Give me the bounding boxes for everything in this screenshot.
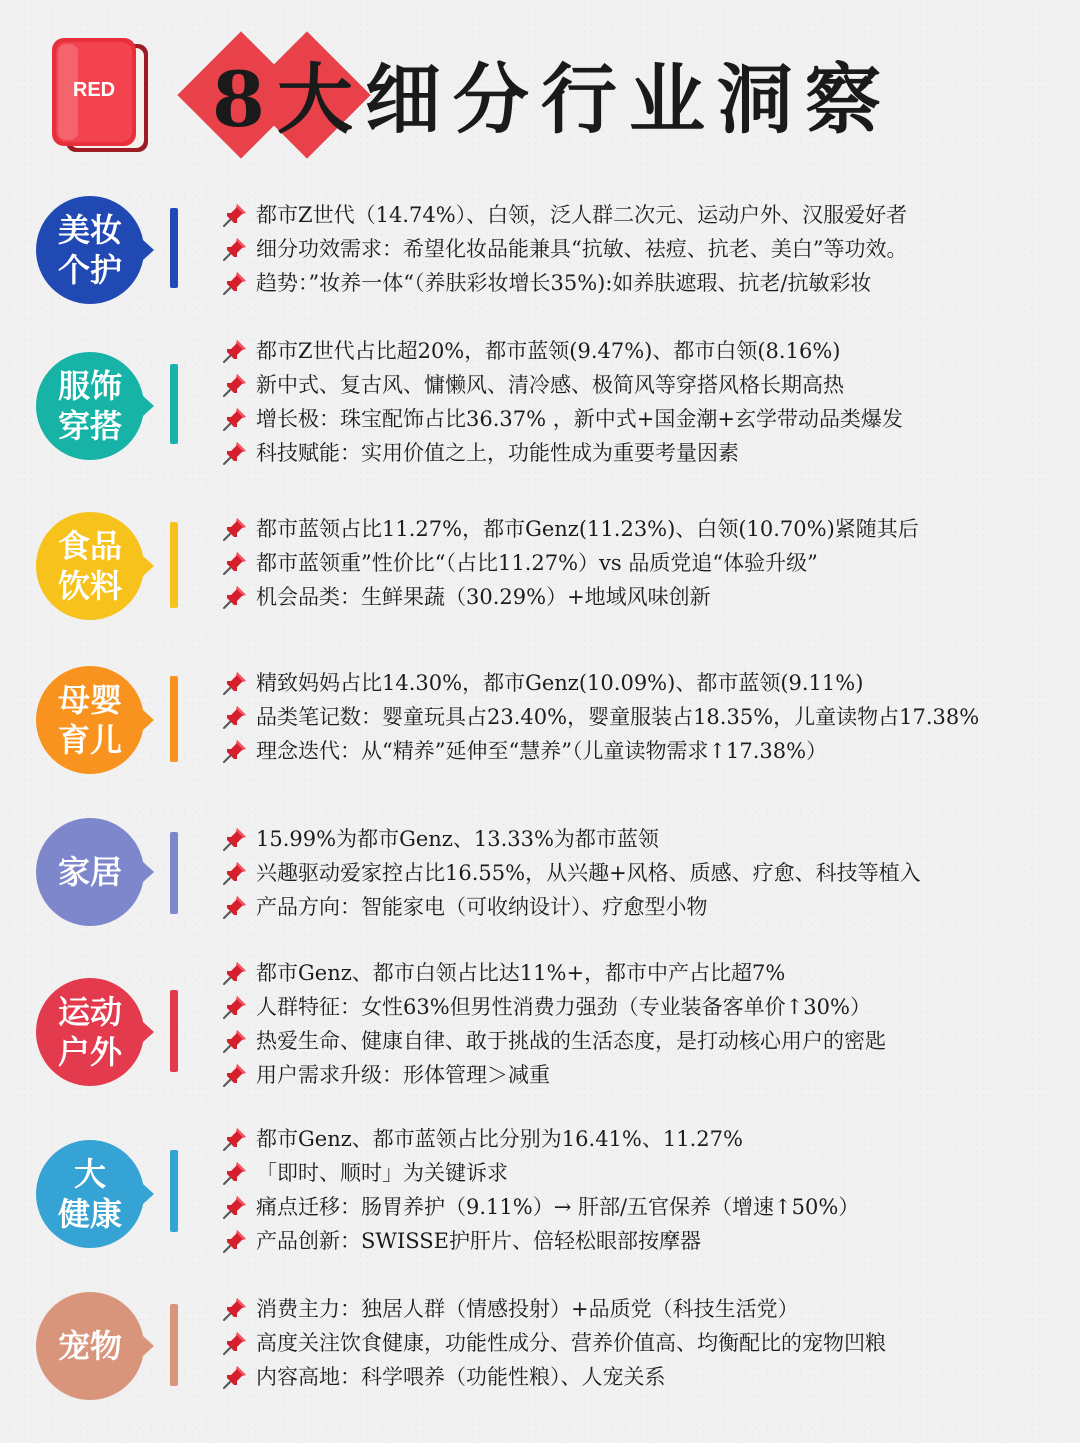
page-title: 8大细分行业洞察 bbox=[212, 55, 893, 144]
section-divider-bar bbox=[170, 208, 178, 288]
bullet-item bbox=[222, 956, 886, 990]
badge-label: 大 bbox=[73, 1155, 106, 1193]
section-divider-bar bbox=[170, 1150, 178, 1232]
badge-label: 家居 bbox=[57, 853, 122, 891]
badge-label: 穿搭 bbox=[57, 407, 122, 445]
section-divider-bar bbox=[170, 522, 178, 608]
pushpin-icon bbox=[222, 738, 248, 764]
pushpin-icon bbox=[222, 1194, 248, 1220]
bullet-item bbox=[222, 512, 919, 546]
bullet-text: 产品方向：智能家电（可收纳设计）、疗愈型小物 bbox=[256, 895, 708, 919]
bullet-item bbox=[222, 700, 979, 734]
pushpin-icon bbox=[222, 1160, 248, 1186]
bullet-item bbox=[222, 1190, 859, 1224]
industry-badge bbox=[36, 512, 156, 620]
bullet-item bbox=[222, 856, 921, 890]
pushpin-icon bbox=[222, 584, 248, 610]
bullet-item bbox=[222, 334, 903, 368]
pushpin-icon bbox=[222, 372, 248, 398]
badge-circle bbox=[36, 978, 144, 1086]
pushpin-icon bbox=[222, 826, 248, 852]
bullet-item bbox=[222, 890, 921, 924]
bullet-text: 痛点迁移：肠胃养护（9.11%）→ 肝部/五官保养（增速↑50%） bbox=[256, 1195, 860, 1219]
industry-badge bbox=[36, 1140, 156, 1248]
pushpin-icon bbox=[222, 550, 248, 576]
bullet-item bbox=[222, 1122, 859, 1156]
badge-label: 户外 bbox=[57, 1033, 122, 1071]
bullet-text: 内容高地：科学喂养（功能性粮）、人宠关系 bbox=[256, 1365, 666, 1389]
bullet-item bbox=[222, 402, 903, 436]
pushpin-icon bbox=[222, 406, 248, 432]
bullet-text: 新中式、复古风、慵懒风、清冷感、极简风等穿搭风格长期高热 bbox=[256, 373, 844, 397]
pushpin-icon bbox=[222, 1126, 248, 1152]
industry-badge bbox=[36, 1292, 156, 1400]
bullet-list bbox=[222, 1122, 859, 1258]
pushpin-icon bbox=[222, 516, 248, 542]
badge-circle bbox=[36, 1140, 144, 1248]
industry-badge bbox=[36, 978, 156, 1086]
badge-label: 美妆 bbox=[57, 211, 122, 249]
bullet-text: 细分功效需求：希望化妆品能兼具“抗敏、祛痘、抗老、美白”等功效。 bbox=[256, 237, 908, 261]
bullet-text: 人群特征：女性63%但男性消费力强劲（专业装备客单价↑30%） bbox=[256, 995, 871, 1019]
bullet-list bbox=[222, 512, 919, 614]
bullet-text: 都市蓝领占比11.27%，都市Genz(11.23%)、白领(10.70%)紧随其后 bbox=[256, 517, 919, 541]
pushpin-icon bbox=[222, 1062, 248, 1088]
bullet-item bbox=[222, 1156, 859, 1190]
pushpin-icon bbox=[222, 894, 248, 920]
bullet-text: 消费主力：独居人群（情感投射）+品质党（科技生活党） bbox=[256, 1297, 799, 1321]
pushpin-icon bbox=[222, 1364, 248, 1390]
bullet-text: 热爱生命、健康自律、敢于挑战的生活态度，是打动核心用户的密匙 bbox=[256, 1029, 886, 1053]
pushpin-icon bbox=[222, 704, 248, 730]
pushpin-icon bbox=[222, 1028, 248, 1054]
bullet-item bbox=[222, 822, 921, 856]
bullet-text: 机会品类：生鲜果蔬（30.29%）+地域风味创新 bbox=[256, 585, 711, 609]
bullet-text: 都市蓝领重”性价比“（占比11.27%）vs 品质党追“体验升级” bbox=[256, 551, 818, 575]
logo-text: RED bbox=[72, 79, 116, 101]
bullet-text: 理念迭代：从“精养”延伸至“慧养”（儿童读物需求↑17.38%） bbox=[256, 739, 828, 763]
bullet-item bbox=[222, 198, 907, 232]
bullet-list bbox=[222, 822, 921, 924]
bullet-text: 科技赋能：实用价值之上，功能性成为重要考量因素 bbox=[256, 441, 739, 465]
bullet-item bbox=[222, 436, 903, 470]
bullet-item bbox=[222, 580, 919, 614]
bullet-list bbox=[222, 1292, 886, 1394]
badge-label: 运动 bbox=[57, 993, 122, 1031]
badge-label: 饮料 bbox=[57, 567, 122, 605]
bullet-item bbox=[222, 734, 979, 768]
bullet-text: 都市Genz、都市蓝领占比分别为16.41%、11.27% bbox=[256, 1127, 743, 1151]
bullet-item bbox=[222, 368, 903, 402]
bullet-text: 兴趣驱动爱家控占比16.55%，从兴趣+风格、质感、疗愈、科技等植入 bbox=[256, 861, 921, 885]
bullet-text: 都市Z世代（14.74%）、白领，泛人群二次元、运动户外、汉服爱好者 bbox=[256, 203, 908, 227]
bullet-list bbox=[222, 198, 907, 300]
badge-label: 宠物 bbox=[57, 1327, 122, 1365]
red-book-logo bbox=[48, 34, 152, 156]
bullet-item bbox=[222, 1292, 886, 1326]
pushpin-icon bbox=[222, 670, 248, 696]
bullet-text: 都市Z世代占比超20%，都市蓝领(9.47%)、都市白领(8.16%) bbox=[256, 339, 841, 363]
bullet-text: 都市Genz、都市白领占比达11%+，都市中产占比超7% bbox=[256, 961, 786, 985]
badge-circle bbox=[36, 1292, 144, 1400]
pushpin-icon bbox=[222, 440, 248, 466]
bullet-list bbox=[222, 666, 979, 768]
badge-circle bbox=[36, 818, 144, 926]
bullet-text: 增长极：珠宝配饰占比36.37% ，新中式+国金潮+玄学带动品类爆发 bbox=[256, 407, 903, 431]
bullet-text: 「即时、顺时」为关键诉求 bbox=[256, 1161, 508, 1185]
badge-circle bbox=[36, 666, 144, 774]
industry-badge bbox=[36, 818, 156, 926]
industry-badge bbox=[36, 352, 156, 460]
pushpin-icon bbox=[222, 236, 248, 262]
bullet-item bbox=[222, 546, 919, 580]
bullet-item bbox=[222, 1326, 886, 1360]
section-divider-bar bbox=[170, 676, 178, 762]
badge-circle bbox=[36, 512, 144, 620]
badge-circle bbox=[36, 196, 144, 304]
section-divider-bar bbox=[170, 364, 178, 444]
industry-badge bbox=[36, 196, 156, 304]
bullet-list bbox=[222, 334, 903, 470]
pushpin-icon bbox=[222, 338, 248, 364]
bullet-item bbox=[222, 990, 886, 1024]
bullet-text: 品类笔记数：婴童玩具占23.40%，婴童服装占18.35%，儿童读物占17.38% bbox=[256, 705, 980, 729]
badge-label: 健康 bbox=[57, 1195, 122, 1233]
bullet-text: 15.99%为都市Genz、13.33%为都市蓝领 bbox=[256, 827, 659, 851]
section-divider-bar bbox=[170, 832, 178, 914]
bullet-item bbox=[222, 666, 979, 700]
pushpin-icon bbox=[222, 202, 248, 228]
pushpin-icon bbox=[222, 1296, 248, 1322]
pushpin-icon bbox=[222, 860, 248, 886]
industry-badge bbox=[36, 666, 156, 774]
bullet-text: 产品创新：SWISSE护肝片、倍轻松眼部按摩器 bbox=[256, 1229, 701, 1253]
bullet-text: 高度关注饮食健康，功能性成分、营养价值高、均衡配比的宠物凹粮 bbox=[256, 1331, 886, 1355]
badge-label: 个护 bbox=[57, 251, 122, 289]
bullet-text: 趋势：”妆养一体“（养肤彩妆增长35%):如养肤遮瑕、抗老/抗敏彩妆 bbox=[256, 271, 872, 295]
pushpin-icon bbox=[222, 1330, 248, 1356]
badge-circle bbox=[36, 352, 144, 460]
pushpin-icon bbox=[222, 994, 248, 1020]
pushpin-icon bbox=[222, 270, 248, 296]
badge-label: 母婴 bbox=[57, 681, 122, 719]
bullet-text: 用户需求升级：形体管理＞减重 bbox=[256, 1063, 550, 1087]
pushpin-icon bbox=[222, 960, 248, 986]
bullet-text: 精致妈妈占比14.30%，都市Genz(10.09%)、都市蓝领(9.11%) bbox=[256, 671, 864, 695]
pushpin-icon bbox=[222, 1228, 248, 1254]
bullet-item bbox=[222, 1024, 886, 1058]
badge-label: 服饰 bbox=[57, 367, 122, 405]
bullet-item bbox=[222, 1224, 859, 1258]
section-divider-bar bbox=[170, 990, 178, 1072]
badge-label: 食品 bbox=[57, 527, 122, 565]
bullet-item bbox=[222, 1360, 886, 1394]
bullet-item bbox=[222, 232, 907, 266]
bullet-list bbox=[222, 956, 886, 1092]
bullet-item bbox=[222, 266, 907, 300]
bullet-item bbox=[222, 1058, 886, 1092]
section-divider-bar bbox=[170, 1304, 178, 1386]
badge-label: 育儿 bbox=[57, 721, 122, 759]
